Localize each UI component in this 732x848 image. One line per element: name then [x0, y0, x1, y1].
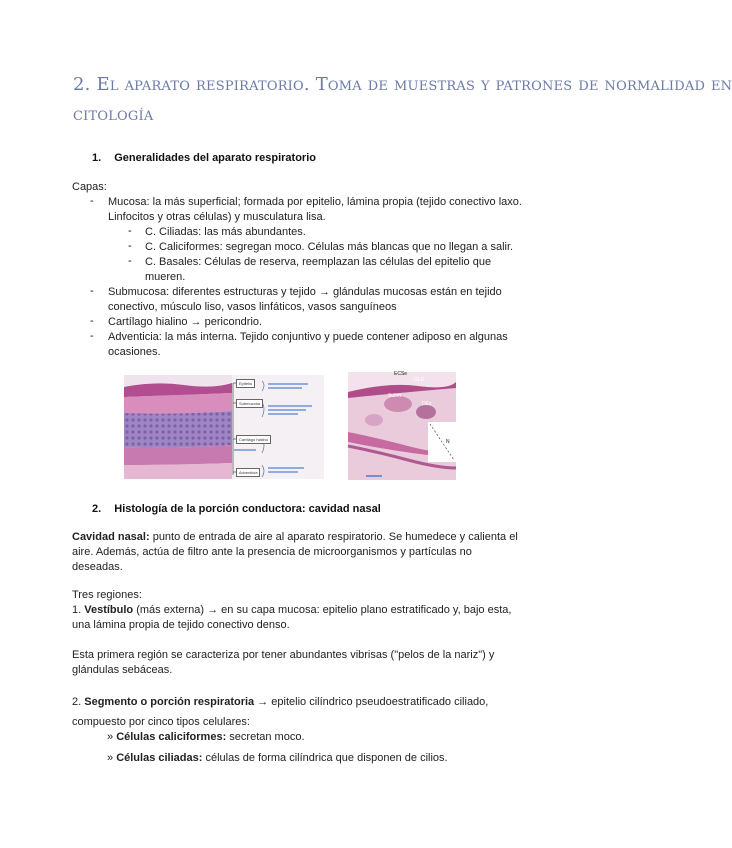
- nasal-mucosa-figure: [348, 372, 456, 480]
- cell-type-item: [107, 730, 305, 745]
- respiratory-line-1: → epitelio cilíndrico pseudoestratificado ciliado,: [254, 696, 489, 708]
- section-1-heading: [92, 152, 316, 164]
- cell-type-goblet: C. Caliciformes: segregan moco. Células más blancas que no llegan a salir.: [145, 241, 514, 253]
- section-2-heading: [92, 503, 381, 515]
- figure2-label-ecse: ECSe: [394, 371, 408, 377]
- nasal-line-1: punto de entrada de aire al aparato respiratorio. Se humedece y calienta el: [149, 531, 518, 543]
- nasal-cavity-paragraph: [72, 530, 528, 575]
- submucosa-line-1: Submucosa: diferentes estructuras y tejido → glándulas mucosas están en tejido: [108, 286, 502, 298]
- cell-type-desc: células de forma cilíndrica que disponen de cilios.: [202, 752, 448, 764]
- mucosa-line-2: Linfocitos y otras células) y musculatura lisa.: [108, 211, 326, 223]
- nasal-line-3: deseadas.: [72, 561, 123, 573]
- histology-layers-image: [124, 375, 324, 479]
- figure2-label-dex: DEx: [422, 401, 432, 407]
- figure2-label-n: N: [446, 439, 450, 445]
- bullet: »: [107, 752, 114, 764]
- vibrissae-paragraph: [72, 648, 528, 678]
- respiratory-line-2: compuesto por cinco tipos celulares:: [72, 716, 250, 728]
- cell-type-ciliated: C. Ciliadas: las más abundantes.: [145, 226, 306, 238]
- vestibule-number: 1.: [72, 604, 82, 616]
- cell-type-desc: secretan moco.: [226, 731, 305, 743]
- list-dash: -: [90, 330, 94, 342]
- section-1-number: 1.: [92, 152, 102, 164]
- cell-type-item: [107, 751, 448, 766]
- list-dash: -: [90, 195, 94, 207]
- list-dash: -: [128, 255, 132, 267]
- vestibule-paragraph: [72, 603, 528, 633]
- adventitia-line-1: Adventicia: la más interna. Tejido conjuntivo y puede contener adiposo en algunas: [108, 331, 508, 343]
- section-2-title: Histología de la porción conductora: cavidad nasal: [114, 503, 381, 515]
- figure-label-cartilage: Cartílago hialino: [236, 435, 271, 444]
- vibrissae-line-1: Esta primera región se caracteriza por tener abundantes vibrisas ("pelos de la nariz") y: [72, 649, 495, 661]
- section-2-number: 2.: [92, 503, 102, 515]
- figure-label-adventitia: Adventicia: [236, 468, 260, 477]
- bullet: »: [107, 731, 114, 743]
- nasal-cavity-term: Cavidad nasal:: [72, 531, 150, 543]
- figure2-label-subm: Subm: [388, 393, 402, 399]
- cartilage-item: Cartílago hialino → pericondrio.: [108, 316, 263, 328]
- figure2-label-gld: GLD: [414, 377, 425, 383]
- nasal-line-2: aire. Además, actúa de filtro ante la presencia de microorganismos y partículas no: [72, 546, 472, 558]
- respiratory-segment-paragraph: [72, 692, 528, 732]
- mucosa-item: [108, 195, 528, 225]
- respiratory-term: Segmento o porción respiratoria: [84, 696, 255, 708]
- list-dash: -: [128, 240, 132, 252]
- vestibule-line-2: una lámina propia de tejido conectivo denso.: [72, 619, 290, 631]
- section-1-title: Generalidades del aparato respiratorio: [114, 152, 316, 164]
- nasal-mucosa-image: [348, 372, 456, 480]
- mucosa-line-1: Mucosa: la más superficial; formada por epitelio, lámina propia (tejido conectivo laxo.: [108, 196, 522, 208]
- figure-label-submucosa: Submucosa: [236, 399, 263, 408]
- histology-layers-figure: [124, 375, 324, 479]
- list-dash: -: [90, 315, 94, 327]
- list-dash: -: [90, 285, 94, 297]
- respiratory-number: 2.: [72, 696, 82, 708]
- vestibule-line-1: (más externa) → en su capa mucosa: epitelio plano estratificado y, bajo esta,: [133, 604, 512, 616]
- basal-line-2: mueren.: [145, 271, 186, 283]
- cell-type-term: Células caliciformes:: [116, 731, 227, 743]
- submucosa-line-2: conectivo, músculo liso, vasos linfáticos, vasos sanguíneos: [108, 301, 397, 313]
- cell-type-basal: [145, 255, 528, 285]
- regions-intro: Tres regiones:: [72, 589, 142, 601]
- basal-line-1: C. Basales: Células de reserva, reemplazan las células del epitelio que: [145, 256, 492, 268]
- title-line-1: 2. El aparato respiratorio. Toma de muestras y patrones de normalidad en: [73, 74, 732, 95]
- list-dash: -: [128, 225, 132, 237]
- adventitia-line-2: ocasiones.: [108, 346, 161, 358]
- vibrissae-line-2: glándulas sebáceas.: [72, 664, 173, 676]
- layers-intro: Capas:: [72, 181, 107, 193]
- vestibule-term: Vestíbulo: [84, 604, 134, 616]
- figure-label-epithelium: Epitelio: [236, 379, 255, 388]
- submucosa-item: [108, 285, 528, 315]
- cell-type-term: Células ciliadas:: [116, 752, 203, 764]
- title-line-2: citología: [73, 104, 154, 125]
- adventitia-item: [108, 330, 528, 360]
- page-title: [73, 70, 732, 130]
